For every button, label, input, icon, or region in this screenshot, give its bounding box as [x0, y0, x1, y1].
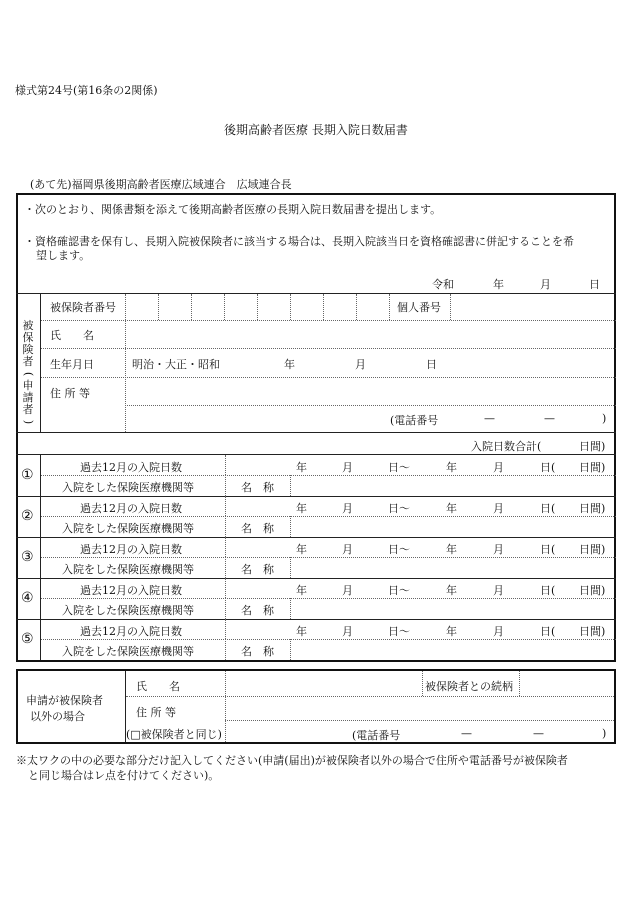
date-month: 月	[540, 278, 551, 291]
stay-days-unit: 日間)	[579, 584, 606, 597]
birth-month: 月	[355, 358, 366, 371]
stay-facility-field[interactable]	[291, 476, 615, 495]
stay-facility-name-label: 名 称	[241, 481, 274, 494]
total-days-unit: 日間)	[579, 440, 606, 453]
stay-end-day[interactable]: 日(	[540, 461, 556, 474]
stay-facility-label: 入院をした保険医療機関等	[62, 522, 194, 535]
birth-year: 年	[284, 358, 295, 371]
stay-end-month[interactable]: 月	[493, 625, 504, 638]
stay-start-day[interactable]: 日〜	[388, 584, 410, 597]
insured-phone-dash-1: —	[484, 412, 495, 425]
stay-start-year[interactable]: 年	[296, 584, 307, 597]
stay-number: ①	[21, 467, 34, 483]
note-3: 望します。	[36, 249, 91, 262]
stay-facility-name-label: 名 称	[241, 645, 274, 658]
stay-days-unit: 日間)	[579, 625, 606, 638]
applicant-address-label: 住 所 等	[136, 706, 176, 719]
stay-number: ③	[21, 549, 34, 565]
stay-facility-label: 入院をした保険医療機関等	[62, 563, 194, 576]
note-2: ・資格確認書を保有し、長期入院被保険者に該当する場合は、長期入院該当日を資格確認書に併記することを希	[24, 235, 574, 248]
date-year: 年	[493, 278, 504, 291]
insured-phone-label: (電話番号	[390, 414, 439, 427]
note-1: ・次のとおり、関係書類を添えて後期高齢者医療の長期入院日数届書を提出します。	[24, 203, 442, 216]
addressee: (あて先)福岡県後期高齢者医療広域連合 広域連合長	[30, 178, 292, 191]
stay-start-month[interactable]: 月	[342, 625, 353, 638]
stay-facility-name-label: 名 称	[241, 604, 274, 617]
form-number: 様式第24号(第16条の2関係)	[15, 84, 158, 97]
date-rule	[16, 293, 616, 294]
stay-facility-field[interactable]	[291, 640, 615, 659]
relation-label: 被保険者との続柄	[425, 680, 513, 693]
insured-address-label: 住 所 等	[50, 387, 90, 400]
stay-end-day[interactable]: 日(	[540, 502, 556, 515]
stay-end-year[interactable]: 年	[446, 625, 457, 638]
stay-days-unit: 日間)	[579, 461, 606, 474]
stay-days-unit: 日間)	[579, 502, 606, 515]
stay-start-month[interactable]: 月	[342, 502, 353, 515]
stay-facility-label: 入院をした保険医療機関等	[62, 645, 194, 658]
stay-end-year[interactable]: 年	[446, 584, 457, 597]
stay-end-day[interactable]: 日(	[540, 584, 556, 597]
personal-number-field[interactable]	[451, 295, 616, 319]
stay-start-month[interactable]: 月	[342, 461, 353, 474]
insured-address-field[interactable]	[126, 378, 616, 404]
stay-start-month[interactable]: 月	[342, 543, 353, 556]
footnote-2: と同じ場合はレ点を付けてください)。	[28, 769, 220, 782]
birth-day: 日	[426, 358, 437, 371]
stay-number: ⑤	[21, 631, 34, 647]
total-days-label: 入院日数合計(	[471, 440, 542, 453]
birth-eras[interactable]: 明治・大正・昭和	[132, 358, 220, 371]
insured-name-label: 氏 名	[50, 329, 94, 342]
stay-days-label: 過去12月の入院日数	[80, 543, 182, 556]
stay-days-label: 過去12月の入院日数	[80, 461, 182, 474]
stay-end-day[interactable]: 日(	[540, 543, 556, 556]
stay-days-label: 過去12月の入院日数	[80, 625, 182, 638]
stay-start-year[interactable]: 年	[296, 461, 307, 474]
relation-field[interactable]	[520, 672, 614, 696]
stay-start-day[interactable]: 日〜	[388, 461, 410, 474]
applicant-name-label: 氏 名	[136, 680, 180, 693]
stay-end-year[interactable]: 年	[446, 461, 457, 474]
applicant-case-label-2: 以外の場合	[30, 710, 85, 723]
insured-number-label: 被保険者番号	[50, 301, 116, 314]
stay-start-day[interactable]: 日〜	[388, 502, 410, 515]
stay-facility-field[interactable]	[291, 558, 615, 577]
insured-name-field[interactable]	[126, 321, 616, 347]
applicant-address-field[interactable]	[226, 697, 614, 719]
date-era: 令和	[432, 278, 454, 291]
same-as-insured-checkbox[interactable]: (□被保険者と同じ)	[126, 728, 222, 741]
stay-start-year[interactable]: 年	[296, 502, 307, 515]
stay-days-unit: 日間)	[579, 543, 606, 556]
applicant-phone-dash-1: —	[461, 727, 472, 740]
stay-end-month[interactable]: 月	[493, 502, 504, 515]
stay-start-year[interactable]: 年	[296, 625, 307, 638]
stay-start-month[interactable]: 月	[342, 584, 353, 597]
stay-days-label: 過去12月の入院日数	[80, 502, 182, 515]
stay-facility-field[interactable]	[291, 599, 615, 618]
stay-end-month[interactable]: 月	[493, 584, 504, 597]
stay-start-year[interactable]: 年	[296, 543, 307, 556]
stay-start-day[interactable]: 日〜	[388, 625, 410, 638]
stay-end-month[interactable]: 月	[493, 461, 504, 474]
stay-number: ④	[21, 590, 34, 606]
applicant-phone-close: )	[602, 727, 607, 740]
insured-phone-close: )	[602, 412, 607, 425]
date-day: 日	[589, 278, 600, 291]
stay-end-day[interactable]: 日(	[540, 625, 556, 638]
birth-date-label: 生年月日	[50, 358, 94, 371]
stay-end-month[interactable]: 月	[493, 543, 504, 556]
stay-facility-label: 入院をした保険医療機関等	[62, 481, 194, 494]
stay-start-day[interactable]: 日〜	[388, 543, 410, 556]
stay-facility-name-label: 名 称	[241, 563, 274, 576]
applicant-case-label-1: 申請が被保険者	[26, 694, 103, 707]
applicant-phone-label: (電話番号	[352, 729, 401, 742]
stay-facility-name-label: 名 称	[241, 522, 274, 535]
stay-days-label: 過去12月の入院日数	[80, 584, 182, 597]
personal-number-label: 個人番号	[397, 301, 441, 314]
stay-number: ②	[21, 508, 34, 524]
stay-end-year[interactable]: 年	[446, 543, 457, 556]
stay-end-year[interactable]: 年	[446, 502, 457, 515]
applicant-name-field[interactable]	[226, 672, 422, 696]
insured-side-divider	[40, 294, 41, 432]
applicant-phone-dash-2: —	[533, 727, 544, 740]
stay-facility-field[interactable]	[291, 517, 615, 536]
insured-phone-dash-2: —	[544, 412, 555, 425]
form-title: 後期高齢者医療 長期入院日数届書	[224, 123, 408, 137]
stay-facility-label: 入院をした保険医療機関等	[62, 604, 194, 617]
footnote-1: ※太ワクの中の必要な部分だけ記入してください(申請(届出)が被保険者以外の場合で住所や電話番号が被保険者	[16, 754, 568, 767]
